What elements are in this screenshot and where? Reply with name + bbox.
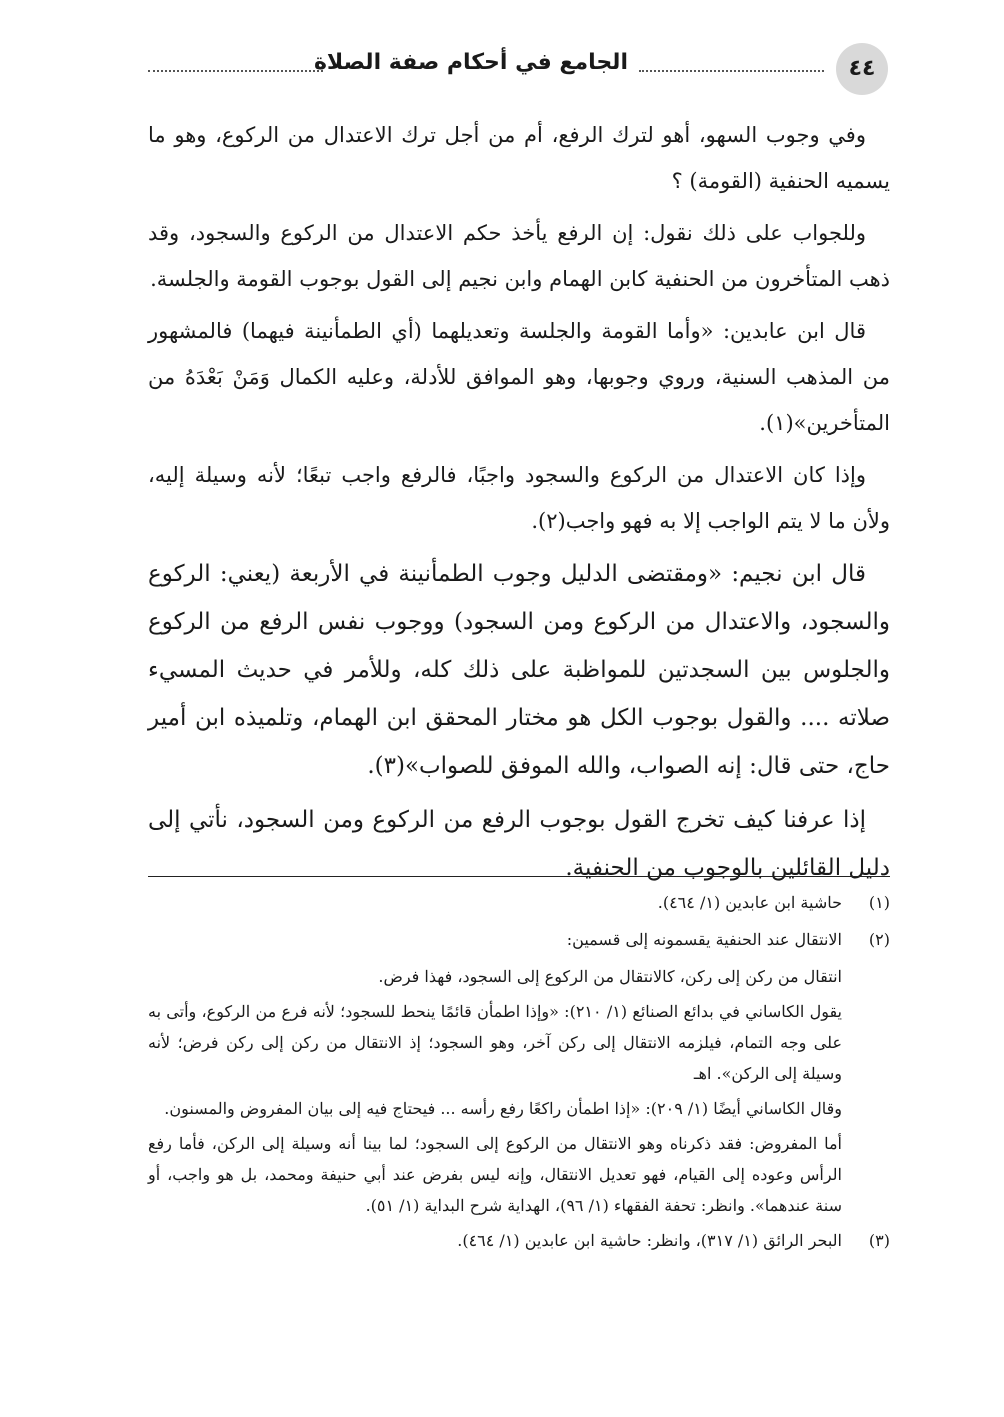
footnote-2-line-1: انتقال من ركن إلى ركن، كالانتقال من الركوع إلى السجود، فهذا فرض.: [378, 967, 842, 986]
footnote-1: [148, 887, 890, 918]
paragraph-2: وللجواب على ذلك نقول: إن الرفع يأخذ حكم الاعتدال من الركوع والسجود، وقد ذهب المتأخرون من الحنفية كابن الهمام وابن نجيم إلى القول بوجوب القومة والجلسة.: [148, 221, 890, 291]
footnotes: [148, 868, 890, 1262]
paragraph-4: وإذا كان الاعتدال من الركوع والسجود واجبًا، فالرفع واجب تبعًا؛ لأنه وسيلة إليه، ولأن ما لا يتم الواجب إلا به فهو واجب(٢).: [148, 463, 890, 533]
footnote-2-text: الانتقال عند الحنفية يقسمونه إلى قسمين:: [566, 930, 842, 949]
page-number: ٤٤: [836, 43, 888, 95]
book-title: الجامع في أحكام صفة الصلاة: [313, 50, 628, 75]
paragraph-5: قال ابن نجيم: «ومقتضى الدليل وجوب الطمأنينة في الأربعة (يعني: الركوع والسجود، والاعتدال من الركوع ومن السجود) ووجوب نفس الرفع من الركوع والجلوس بين السجدتين للمواظبة على ذلك كله، وللأمر في حديث المسيء صلاته .... والقول بوجوب الكل هو مختار المحقق ابن الهمام، وتلميذه ابن أمير حاج، حتى قال: إنه الصواب، والله الموفق للصواب»(٣).: [148, 561, 890, 779]
footnote-2-line-3: وقال الكاساني أيضًا (١/ ٢٠٩): «إذا اطمأن راكعًا رفع رأسه ... فيحتاج فيه إلى بيان المفروض والمسنون.: [164, 1099, 842, 1118]
footnote-2-line-4: أما المفروض: فقد ذكرناه وهو الانتقال من الركوع إلى السجود؛ لما بينا أنه وسيلة إلى الركن، فأما رفع الرأس وعوده إلى القيام، فهو تعديل الانتقال، وإنه ليس بفرض عند أبي حنيفة ومحمد، بل هو واجب، أو سنة عندهما». وانظر: تحفة الفقهاء (١/ ٩٦)، الهداية شرح البداية (١/ ٥١).: [148, 1134, 843, 1215]
footnote-3-number: (٣): [868, 1231, 890, 1250]
header-dotted-leader-left: [148, 70, 323, 72]
footnote-3-text: البحر الرائق (١/ ٣١٧)، وانظر: حاشية ابن عابدين (١/ ٤٦٤).: [457, 1231, 842, 1250]
footnote-3: [148, 1225, 890, 1256]
footnote-2: [148, 924, 890, 955]
page-header: [140, 40, 890, 100]
paragraph-1: وفي وجوب السهو، أهو لترك الرفع، أم من أجل ترك الاعتدال من الركوع، وهو ما يسميه الحنفية (القومة) ؟: [148, 123, 890, 193]
footnote-1-text: حاشية ابن عابدين (١/ ٤٦٤).: [657, 893, 842, 912]
footnote-separator: [148, 876, 890, 877]
paragraph-3: قال ابن عابدين: «وأما القومة والجلسة وتعديلهما (أي الطمأنينة فيهما) فالمشهور من المذهب السنية، وروي وجوبها، وهو الموافق للأدلة، وعليه الكمال وَمَنْ بَعْدَهُ من المتأخرين»(١).: [148, 319, 890, 435]
header-dotted-leader-right: [639, 70, 824, 72]
paragraph-6: إذا عرفنا كيف تخرج القول بوجوب الرفع من الركوع ومن السجود، نأتي إلى دليل القائلين بالوجوب من الحنفية.: [148, 807, 890, 881]
footnote-2-line-2: يقول الكاساني في بدائع الصنائع (١/ ٢١٠): «وإذا اطمأن قائمًا ينحط للسجود؛ لأنه فرع من الركوع، وأتى به على وجه التمام، فيلزمه الانتقال إلى ركن آخر، وهو السجود؛ إذ الانتقال من ركن إلى ركن فرض؛ لأنه وسيلة إلى الركن». اهـ: [148, 1002, 843, 1083]
footnote-2-number: (٢): [868, 930, 890, 949]
main-text: [148, 112, 890, 898]
footnote-1-number: (١): [868, 893, 890, 912]
